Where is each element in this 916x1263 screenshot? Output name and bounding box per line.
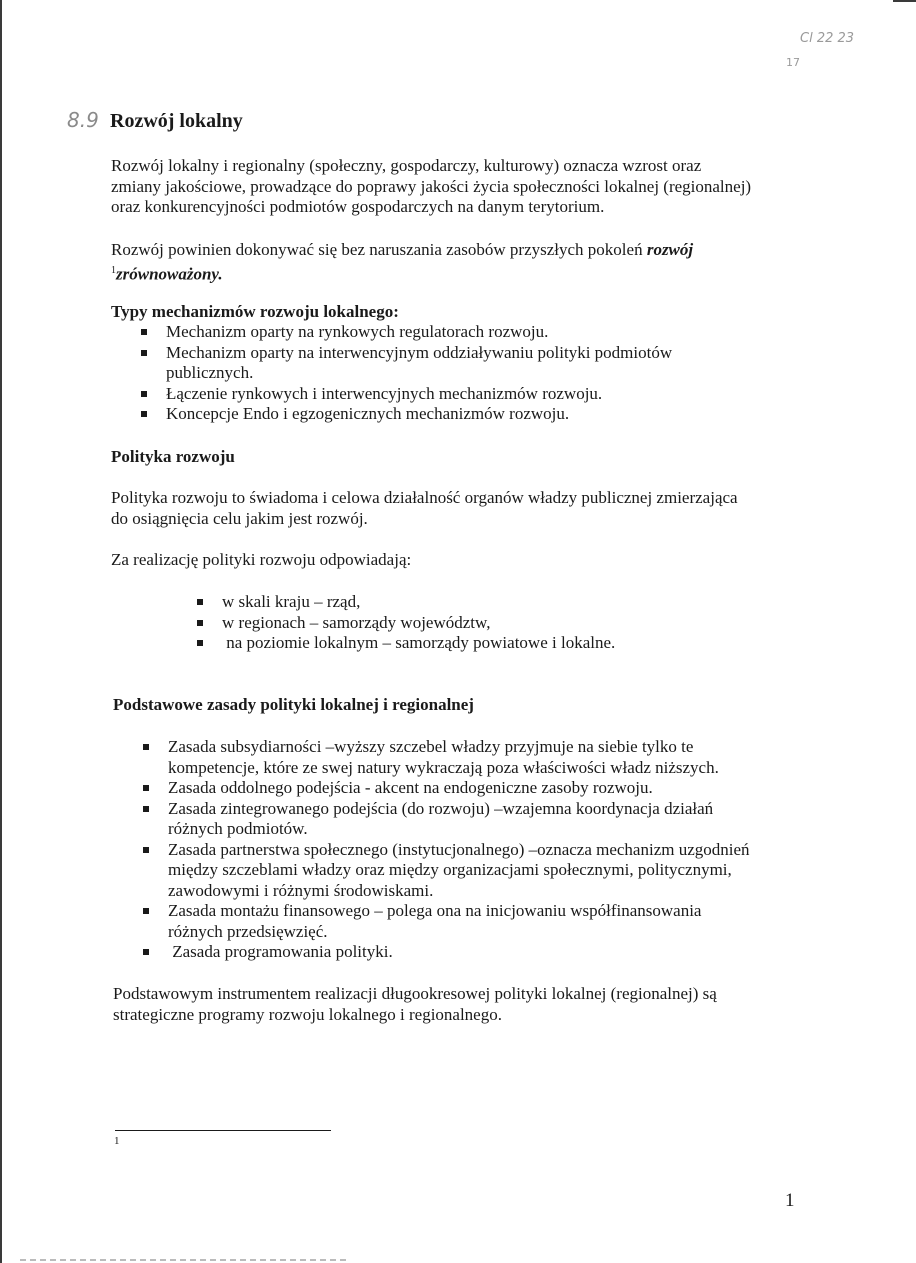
sustain-paragraph (111, 240, 693, 285)
list-item-text: Zasada montażu finansowego – polega ona na inicjowaniu współfinansowania (168, 901, 702, 920)
intro-paragraph (111, 156, 751, 218)
bullet-icon (143, 847, 149, 853)
principles-heading: Podstawowe zasady polityki lokalnej i regionalnej (113, 695, 474, 714)
list-item (168, 942, 808, 963)
list-item-text: kompetencje, które ze swej natury wykraczają poza właściwości władz niższych. (168, 757, 719, 777)
corner-mark-side: 17 (786, 56, 800, 69)
bullet-icon (141, 391, 147, 397)
principles-list (168, 737, 808, 963)
list-item-text: Mechanizm oparty na interwencyjnym oddziaływaniu polityki podmiotów (166, 342, 673, 362)
list-item-text: Zasada programowania polityki. (168, 942, 393, 961)
footnote-mark: 1 (114, 1135, 120, 1147)
sustain-term-2: zrównoważony. (116, 264, 223, 284)
list-item-text: Mechanizm oparty na rynkowych regulatorach rozwoju. (166, 322, 549, 341)
list-item (166, 322, 806, 343)
responsibility-intro: Za realizację polityki rozwoju odpowiadają: (111, 550, 412, 569)
list-item-text: zawodowymi i różnymi środowiskami. (168, 880, 434, 900)
list-item-text: Zasada zintegrowanego podejścia (do rozwoju) –wzajemna koordynacja działań (168, 798, 714, 818)
list-item (168, 901, 808, 942)
top-right-edge-line (893, 0, 916, 2)
bullet-icon (197, 620, 203, 626)
types-list (166, 322, 806, 425)
page-title: Rozwój lokalny (110, 110, 243, 132)
policy-line: do osiągnięcia celu jakim jest rozwój. (111, 508, 368, 528)
list-item (168, 799, 808, 840)
page-number: 1 (785, 1190, 795, 1211)
list-item (222, 613, 615, 634)
intro-line: oraz konkurencyjności podmiotów gospodarczych na danym terytorium. (111, 197, 605, 216)
list-item (168, 840, 808, 902)
closing-paragraph (113, 984, 717, 1025)
list-item-text: Zasada partnerstwa społecznego (instytucjonalnego) –oznacza mechanizm uzgodnień (168, 839, 750, 859)
policy-paragraph (111, 488, 738, 529)
list-item (166, 343, 806, 384)
list-item (168, 778, 808, 799)
sustain-term-1: rozwój (646, 240, 694, 259)
responsibility-list (222, 592, 615, 654)
bullet-icon (197, 640, 203, 646)
list-item-text: Zasada subsydiarności –wyższy szczebel władzy przyjmuje na siebie tylko te (168, 737, 694, 756)
types-heading: Typy mechanizmów rozwoju lokalnego: (111, 302, 399, 321)
list-item-text: Zasada oddolnego podejścia - akcent na endogeniczne zasoby rozwoju. (168, 778, 653, 797)
list-item-text: na poziomie lokalnym – samorządy powiatowe i lokalne. (222, 633, 616, 652)
corner-mark-top: Cl 22 23 (800, 31, 855, 46)
list-item-text: różnych przedsięwzięć. (168, 921, 328, 941)
list-item-text: Koncepcje Endo i egzogenicznych mechanizmów rozwoju. (166, 404, 570, 423)
list-item-text: w skali kraju – rząd, (222, 592, 361, 611)
bullet-icon (143, 949, 149, 955)
bullet-icon (143, 908, 149, 914)
closing-line: strategiczne programy rozwoju lokalnego i regionalnego. (113, 1004, 502, 1024)
list-item (222, 592, 615, 613)
intro-line: zmiany jakościowe, prowadzące do poprawy jakości życia społeczności lokalnej (regionalnej) (111, 176, 752, 196)
policy-heading: Polityka rozwoju (111, 447, 235, 466)
bullet-icon (141, 411, 147, 417)
list-item-text: w regionach – samorządy województw, (222, 612, 491, 632)
sustain-text: Rozwój powinien dokonywać się bez naruszania zasobów przyszłych pokoleń (111, 240, 647, 259)
list-item (166, 404, 806, 425)
bullet-icon (143, 806, 149, 812)
intro-line: Rozwój lokalny i regionalny (społeczny, gospodarczy, kulturowy) oznacza wzrost oraz (111, 156, 702, 175)
list-item-text: różnych podmiotów. (168, 819, 308, 838)
sustain-line-1 (111, 240, 693, 261)
bullet-icon (143, 744, 149, 750)
bullet-icon (197, 599, 203, 605)
footnote-ref: 1 (111, 264, 116, 276)
list-item-text: między szczeblami władzy oraz między organizacjami społecznymi, politycznymi, (168, 860, 732, 879)
closing-line: Podstawowym instrumentem realizacji długookresowej polityki lokalnej (regionalnej) są (113, 984, 717, 1003)
list-item (166, 384, 806, 405)
bullet-icon (143, 785, 149, 791)
bullet-icon (141, 329, 147, 335)
list-item (168, 737, 808, 778)
footnote-separator (115, 1130, 331, 1131)
policy-line: Polityka rozwoju to świadoma i celowa działalność organów władzy publicznej zmierzająca (111, 488, 738, 507)
bullet-icon (141, 350, 147, 356)
margin-note: 8.9 (67, 108, 99, 132)
list-item (222, 633, 615, 654)
list-item-text: Łączenie rynkowych i interwencyjnych mechanizmów rozwoju. (166, 383, 603, 403)
left-edge-line (0, 0, 2, 1263)
bottom-scan-noise (20, 1259, 350, 1261)
sustain-line-2 (111, 261, 693, 285)
list-item-text: publicznych. (166, 363, 254, 382)
